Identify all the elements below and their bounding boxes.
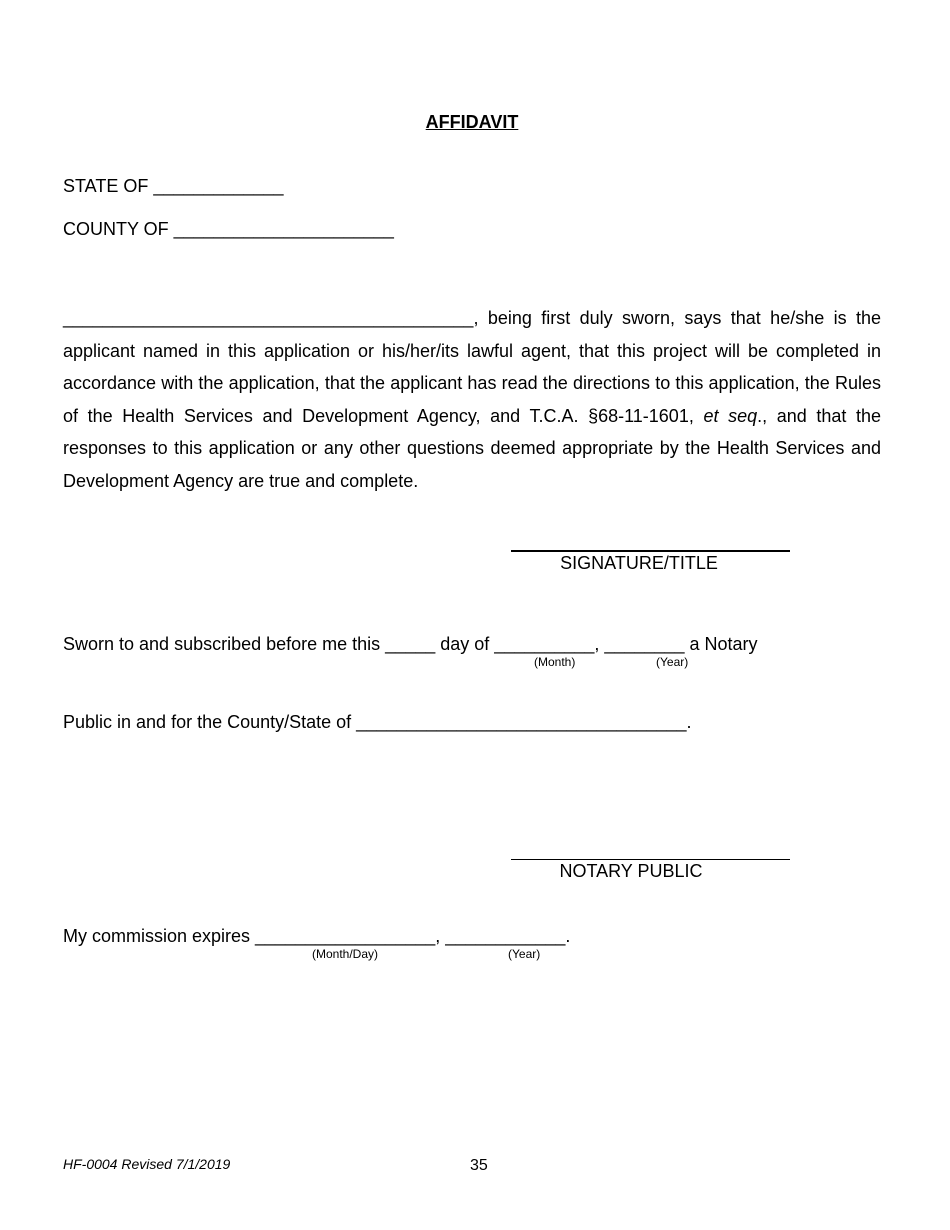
public-county-line: Public in and for the County/State of _________________________________. [63,712,692,732]
et-seq-text: et seq [703,405,758,426]
affidavit-text-part-2: 68-11-1601, [598,405,704,426]
commission-year-caption: (Year) [508,947,541,961]
month-caption: (Month) [534,655,576,669]
signature-title-label: SIGNATURE/TITLE [560,553,718,573]
state-field-line: STATE OF _____________ [63,176,284,196]
affidavit-paragraph [63,302,881,497]
section-symbol: § [588,405,599,426]
affiant-name-blank: _________________________________________ [63,308,474,328]
month-day-caption: (Month/Day) [312,947,379,961]
footer-page-number: 35 [470,1157,488,1174]
commission-line: My commission expires __________________, ____________. [63,926,571,946]
notary-rule [511,859,790,860]
affidavit-text-part-1: , being first duly sworn, says that he/she is the applicant named in this application or his/her/its lawful agent, that this project will be completed in accordance with the application, that the applicant has read the directions to this application, the Rules of the Health Services and Development Agency, and T.C.A. [63,308,881,426]
notary-public-label: NOTARY PUBLIC [559,861,703,881]
footer-form-id: HF-0004 Revised 7/1/2019 [63,1156,231,1172]
year-caption: (Year) [656,655,689,669]
affidavit-text-part-3: ., and that the responses to this application or any other questions deemed appropriate by the Health Services and Development Agency are true and complete. [63,405,881,491]
signature-rule [511,550,790,552]
sworn-line: Sworn to and subscribed before me this _____ day of __________, ________ a Notary [63,634,758,654]
county-field-line: COUNTY OF ______________________ [63,219,394,239]
page-title: AFFIDAVIT [425,112,519,132]
